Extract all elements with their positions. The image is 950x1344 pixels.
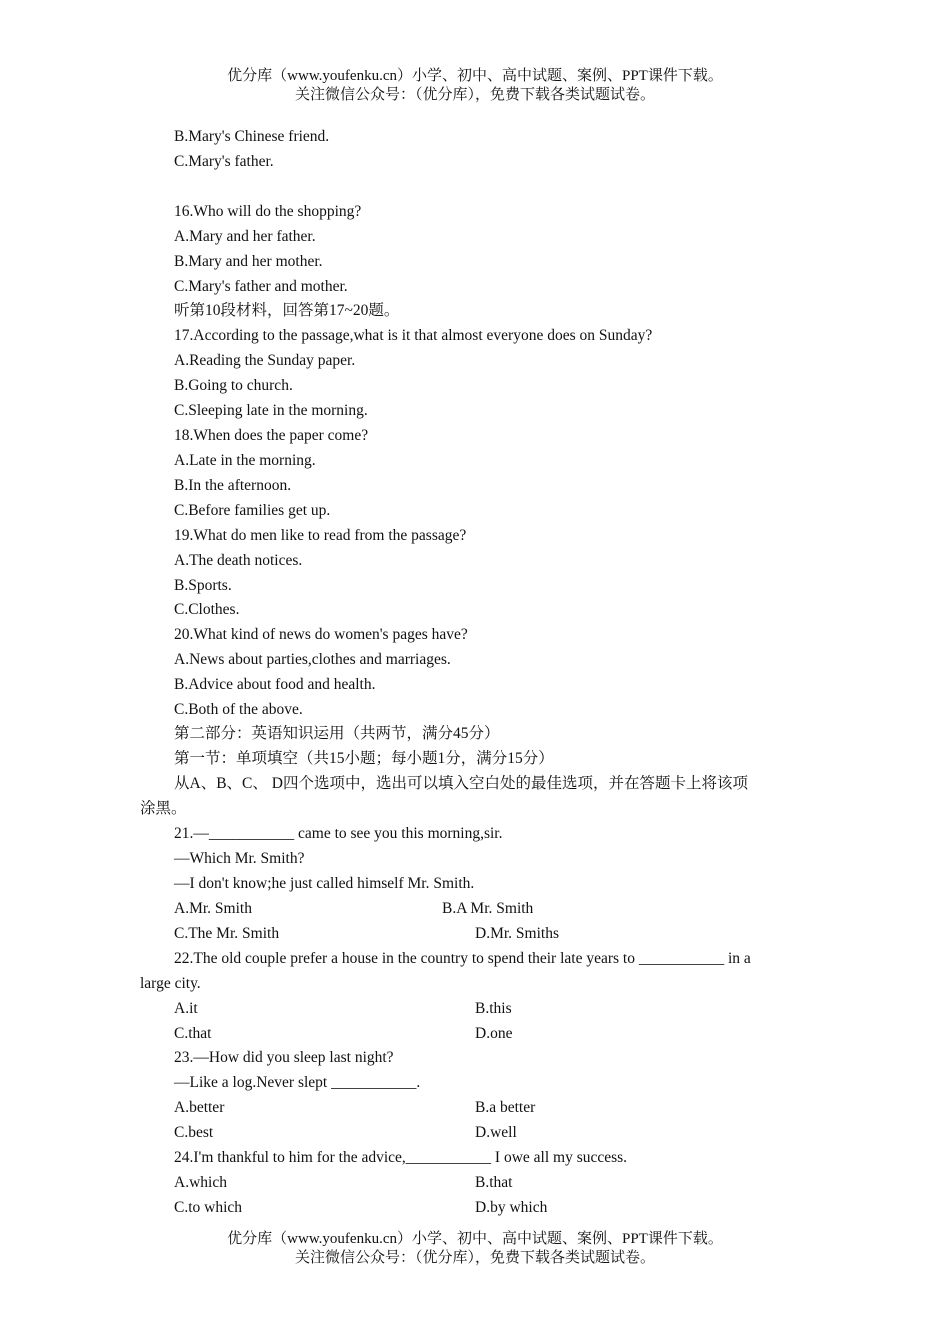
q24-option-a: A.which: [174, 1174, 227, 1191]
q22-stem-line-1: 22.The old couple prefer a house in the country to spend their late years to ___________ in a: [174, 950, 751, 967]
q22-option-d: D.one: [475, 1025, 513, 1042]
q17-option-c: C.Sleeping late in the morning.: [174, 402, 368, 419]
section-one-heading: 第一节：单项填空（共15小题；每小题1分，满分15分）: [174, 750, 554, 767]
q24-option-b: B.that: [475, 1174, 513, 1191]
q19-stem: 19.What do men like to read from the passage?: [174, 527, 467, 544]
q15-option-b: B.Mary's Chinese friend.: [174, 128, 330, 145]
q21-option-a: A.Mr. Smith: [174, 900, 252, 917]
q19-option-a: A.The death notices.: [174, 552, 303, 569]
q24-stem: 24.I'm thankful to him for the advice,___________ I owe all my success.: [174, 1149, 628, 1166]
q19-option-c: C.Clothes.: [174, 601, 240, 618]
q20-option-b: B.Advice about food and health.: [174, 676, 376, 693]
instruction-line-2: 涂黑。: [140, 800, 187, 817]
q24-option-c: C.to which: [174, 1199, 243, 1216]
instruction-line-1: 从A、B、C、 D四个选项中，选出可以填入空白处的最佳选项，并在答题卡上将该项: [174, 775, 748, 792]
q16-option-a: A.Mary and her father.: [174, 228, 316, 245]
q22-option-b: B.this: [475, 1000, 512, 1017]
q18-option-a: A.Late in the morning.: [174, 452, 316, 469]
header-line-2: 关注微信公众号：（优分库），免费下载各类试题试卷。: [294, 87, 655, 103]
q22-option-a: A.it: [174, 1000, 198, 1017]
q18-option-b: B.In the afternoon.: [174, 477, 292, 494]
q23-option-d: D.well: [475, 1124, 517, 1141]
q22-stem-line-2: large city.: [140, 975, 201, 992]
q24-option-d: D.by which: [475, 1199, 548, 1216]
q21-stem: 21.—___________ came to see you this morning,sir.: [174, 825, 503, 842]
q16-option-b: B.Mary and her mother.: [174, 253, 323, 270]
q17-stem: 17.According to the passage,what is it that almost everyone does on Sunday?: [174, 327, 653, 344]
q20-stem: 20.What kind of news do women's pages have?: [174, 626, 468, 643]
q22-option-c: C.that: [174, 1025, 212, 1042]
q21-dialogue-1: —Which Mr. Smith?: [174, 850, 305, 867]
listening-instruction: 听第10段材料，回答第17~20题。: [174, 302, 400, 319]
footer-line-2: 关注微信公众号：（优分库），免费下载各类试题试卷。: [294, 1250, 655, 1266]
header-line-1: 优分库（www.youfenku.cn）小学、初中、高中试题、案例、PPT课件下载。: [227, 68, 723, 84]
q15-option-c: C.Mary's father.: [174, 153, 274, 170]
q21-dialogue-2: —I don't know;he just called himself Mr. Smith.: [174, 875, 475, 892]
q17-option-b: B.Going to church.: [174, 377, 293, 394]
q23-stem: 23.—How did you sleep last night?: [174, 1049, 394, 1066]
q21-option-b: B.A Mr. Smith: [442, 900, 534, 917]
q23-option-b: B.a better: [475, 1099, 536, 1116]
q18-option-c: C.Before families get up.: [174, 502, 331, 519]
q23-option-a: A.better: [174, 1099, 225, 1116]
q23-option-c: C.best: [174, 1124, 214, 1141]
q21-option-d: D.Mr. Smiths: [475, 925, 559, 942]
footer-line-1: 优分库（www.youfenku.cn）小学、初中、高中试题、案例、PPT课件下载。: [227, 1231, 723, 1247]
q17-option-a: A.Reading the Sunday paper.: [174, 352, 356, 369]
q16-option-c: C.Mary's father and mother.: [174, 278, 348, 295]
part-two-heading: 第二部分：英语知识运用（共两节，满分45分）: [174, 725, 500, 742]
q16-stem: 16.Who will do the shopping?: [174, 203, 362, 220]
q18-stem: 18.When does the paper come?: [174, 427, 369, 444]
q21-option-c: C.The Mr. Smith: [174, 925, 280, 942]
q20-option-c: C.Both of the above.: [174, 701, 303, 718]
q20-option-a: A.News about parties,clothes and marriages.: [174, 651, 451, 668]
q19-option-b: B.Sports.: [174, 577, 232, 594]
q23-dialogue-1: —Like a log.Never slept ___________.: [174, 1074, 421, 1091]
